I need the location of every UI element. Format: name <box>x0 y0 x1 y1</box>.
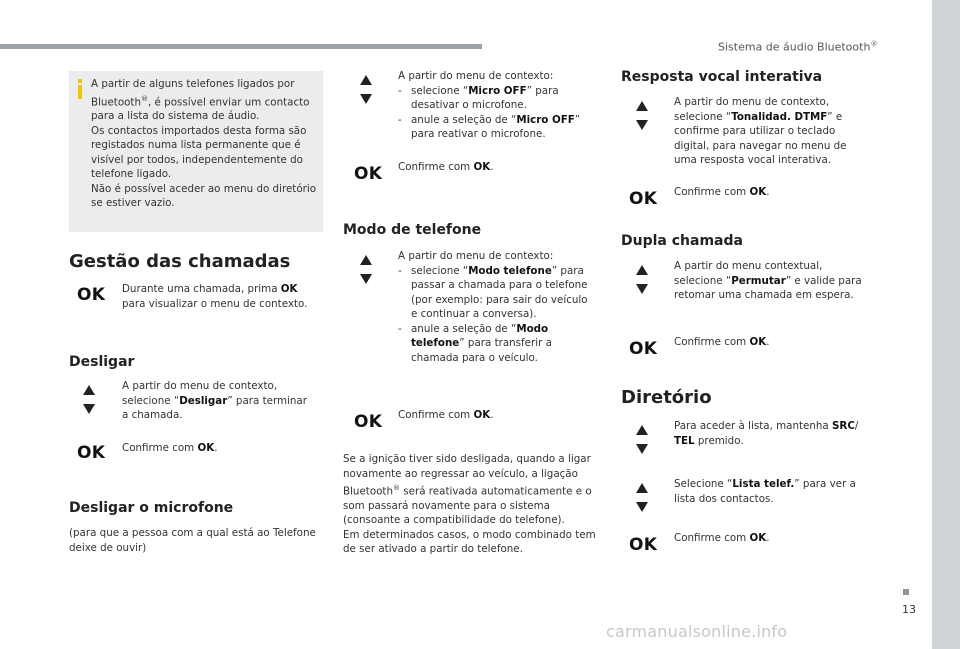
heading-desligar: Desligar <box>69 354 135 370</box>
heading-diretorio: Diretório <box>621 387 712 408</box>
arrow-up-icon <box>360 255 372 265</box>
section-title: Sistema de áudio Bluetooth® <box>718 40 878 54</box>
header-rule <box>0 44 482 49</box>
arrow-up-icon <box>83 385 95 395</box>
continue-marker <box>903 589 909 595</box>
microfone-note: (para que a pessoa com a qual está ao Telefone deixe de ouvir) <box>69 527 316 554</box>
heading-desligar-microfone: Desligar o microfone <box>69 500 234 516</box>
arrow-down-icon <box>636 120 648 130</box>
ok-icon: OK <box>354 412 383 432</box>
arrow-down-icon <box>360 94 372 104</box>
ok-icon: OK <box>629 189 658 209</box>
micro-confirm: Confirme com OK. <box>398 161 494 173</box>
resposta-confirm: Confirme com OK. <box>674 186 770 198</box>
arrow-up-icon <box>636 265 648 275</box>
ok-icon: OK <box>354 164 383 184</box>
diretorio-text-2: Selecione “Lista telef.” para ver a lista dos contactos. <box>674 478 856 505</box>
heading-gestao-chamadas: Gestão das chamadas <box>69 251 291 272</box>
desligar-text: A partir do menu de contexto, selecione “Desligar” para terminar a chamada. <box>122 380 307 421</box>
resposta-text: A partir do menu de contexto, selecione “Tonalidad. DTMF” e confirme para utilizar o teclado digital, para navegar no menu de uma resposta vocal interativa. <box>674 96 847 166</box>
watermark: carmanualsonline.info <box>606 622 788 641</box>
heading-modo-telefone: Modo de telefone <box>343 222 482 238</box>
arrow-down-icon <box>636 284 648 294</box>
micro-menu-text: A partir do menu de contexto: - selecione “Micro OFF” para desativar o microfone. - anule a seleção de “Micro OFF” para reativar o microfone. <box>398 70 581 140</box>
ok-icon: OK <box>77 443 106 463</box>
page-number: 13 <box>902 603 916 616</box>
ok-icon: OK <box>629 339 658 359</box>
arrow-down-icon <box>360 274 372 284</box>
arrow-down-icon <box>636 502 648 512</box>
modo-note: Se a ignição tiver sido desligada, quando a ligar novamente ao regressar ao veículo, a ligação Bluetooth® será reativada automaticamente e o som passará novamente para o sistema (consoante a compatibilidade do telefone). Em determinados casos, o modo combinado tem de ser ativado a partir do telefone. <box>343 453 596 556</box>
page-edge-tab <box>932 0 960 649</box>
call-text: Durante uma chamada, prima OK para visualizar o menu de contexto. <box>122 283 308 310</box>
diretorio-text-1: Para aceder à lista, mantenha SRC/ TEL premido. <box>674 420 859 447</box>
arrow-down-icon <box>83 404 95 414</box>
modo-confirm: Confirme com OK. <box>398 409 494 421</box>
ok-icon: OK <box>77 285 106 305</box>
arrow-down-icon <box>636 444 648 454</box>
dupla-text: A partir do menu contextual, selecione “Permutar” e valide para retomar uma chamada em espera. <box>674 260 862 301</box>
modo-text: A partir do menu de contexto: - selecione “Modo telefone” para passar a chamada para o telefone (por exemplo: para sair do veículo e continuar a conversa). - anule a seleção de “Modo telefone” para transferir a chamada para o veículo. <box>398 250 588 364</box>
heading-resposta-vocal: Resposta vocal interativa <box>621 69 823 85</box>
heading-dupla-chamada: Dupla chamada <box>621 233 743 249</box>
ok-icon: OK <box>629 535 658 555</box>
diretorio-confirm: Confirme com OK. <box>674 532 770 544</box>
arrow-up-icon <box>636 483 648 493</box>
dupla-confirm: Confirme com OK. <box>674 336 770 348</box>
arrow-up-icon <box>636 425 648 435</box>
info-text: A partir de alguns telefones ligados por Bluetooth®, é possível enviar um contacto para a lista do sistema de áudio. Os contactos importados desta forma são registados numa lista permanente que é visível por todos, independentemente do telefone ligado. Não é possível aceder ao menu do diretório se estiver vazio. <box>91 78 317 210</box>
arrow-up-icon <box>636 101 648 111</box>
info-icon <box>78 79 82 99</box>
arrow-up-icon <box>360 75 372 85</box>
desligar-confirm: Confirme com OK. <box>122 442 218 454</box>
